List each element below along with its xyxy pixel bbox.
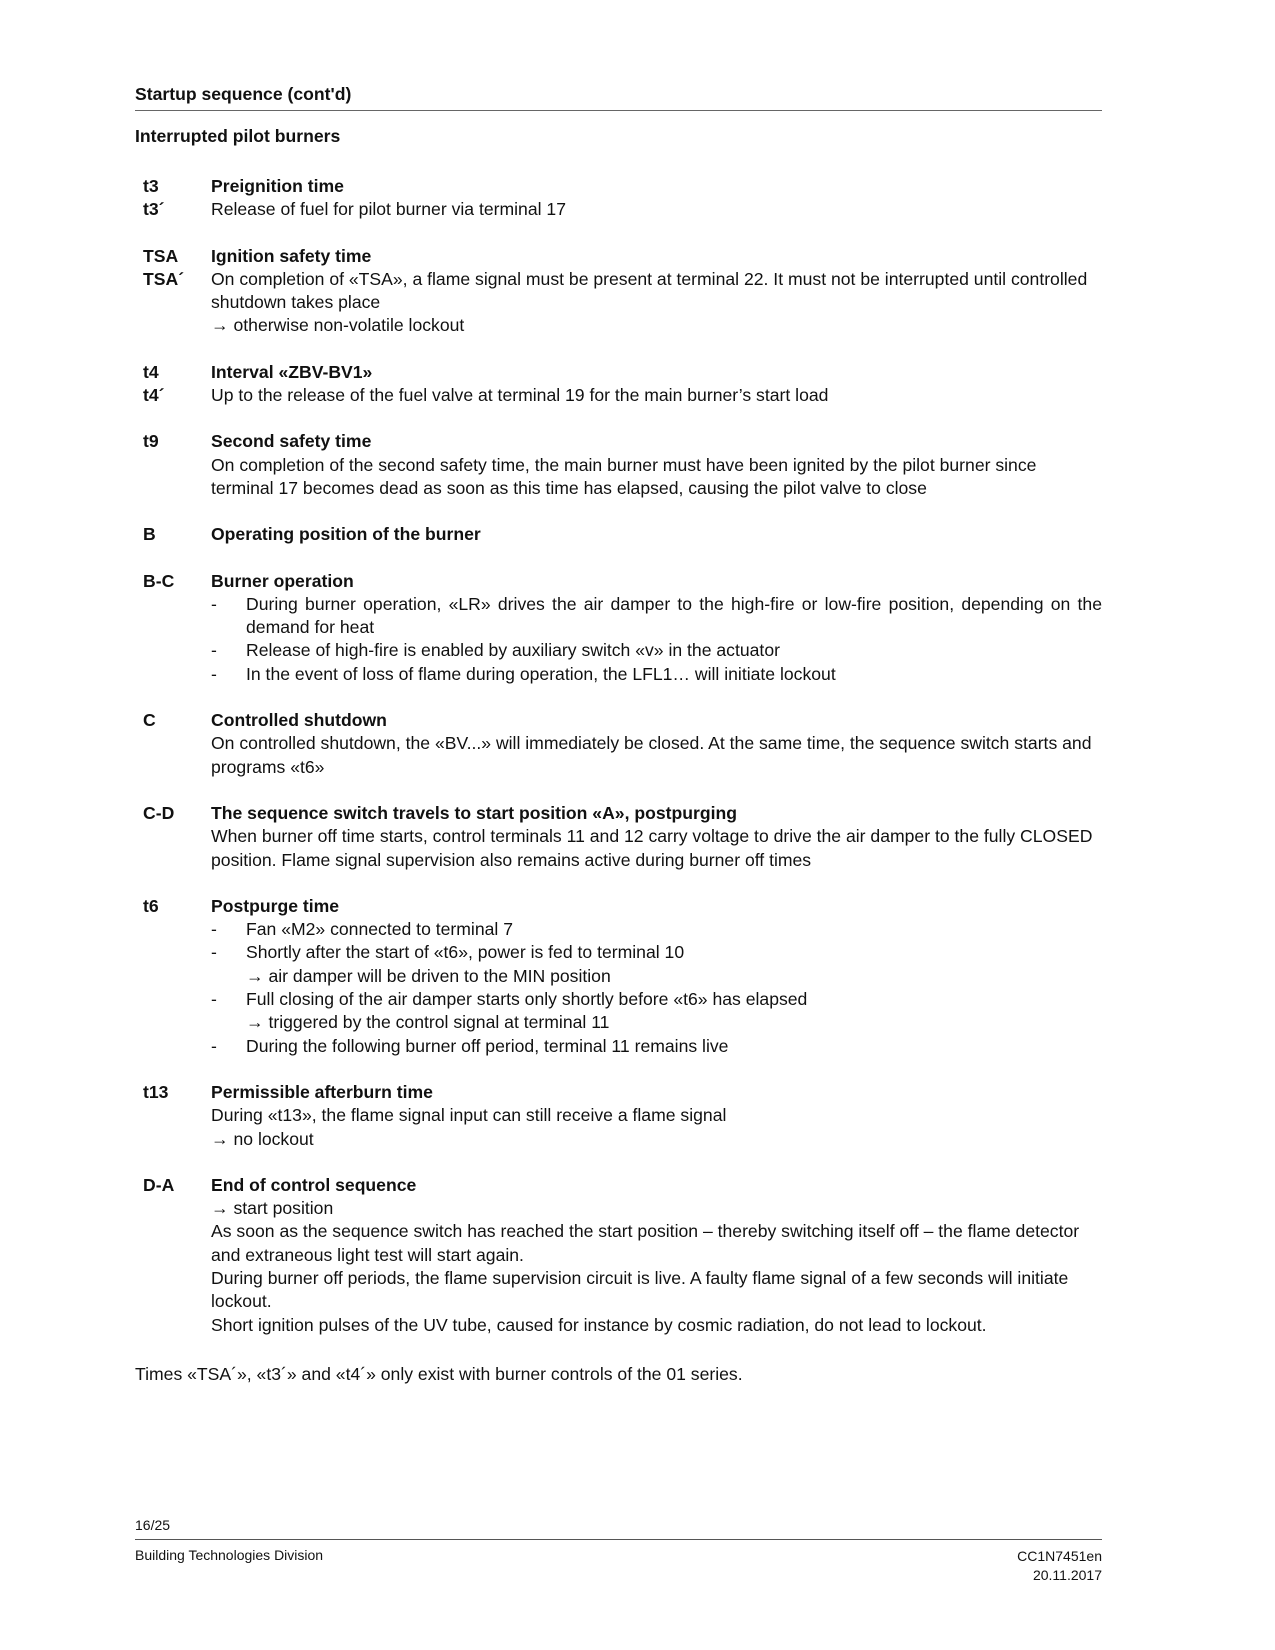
- bullet-dash-icon: -: [211, 1035, 217, 1056]
- entry-label: t9: [143, 431, 159, 452]
- bullet-text: In the event of loss of flame during operation, the LFL1… will initiate lockout: [246, 663, 836, 684]
- entry-body: [211, 523, 1102, 546]
- entry-labels: [135, 1174, 211, 1337]
- entry-labels: [135, 895, 211, 1058]
- entry-text: On controlled shutdown, the «BV...» will immediately be closed. At the same time, the sequence switch starts and programs «t6»: [211, 733, 1092, 777]
- entry-label: t4: [143, 361, 159, 382]
- entry-label: t4´: [143, 385, 165, 406]
- entry-body: [211, 709, 1102, 779]
- bullet-dash-icon: -: [211, 640, 217, 661]
- header-divider: [135, 110, 1102, 111]
- footer-doc-info: [1017, 1547, 1102, 1585]
- entry-text: Release of fuel for pilot burner via terminal 17: [211, 199, 566, 220]
- entry-text: Up to the release of the fuel valve at terminal 19 for the main burner’s start load: [211, 385, 829, 406]
- entry-title: Operating position of the burner: [211, 524, 481, 545]
- entry-labels: [135, 245, 211, 338]
- definition-entry: [135, 361, 1102, 408]
- definition-entry: [135, 1081, 1102, 1151]
- entry-text: During burner off periods, the flame supervision circuit is live. A faulty flame signal of a few seconds will initiate lockout.: [211, 1267, 1069, 1312]
- bullet-dash-icon: -: [211, 663, 217, 684]
- definition-entry: [135, 802, 1102, 872]
- section-title: Interrupted pilot burners: [135, 126, 341, 146]
- entry-title: Permissible afterburn time: [211, 1081, 433, 1102]
- entry-body: [211, 802, 1102, 872]
- entry-label: t3´: [143, 199, 165, 220]
- footer-division: Building Technologies Division: [135, 1547, 324, 1563]
- entry-text: → no lockout: [211, 1128, 314, 1149]
- entry-body: [211, 430, 1102, 500]
- bullet-text: Fan «M2» connected to terminal 7: [246, 919, 513, 940]
- entry-label: t13: [143, 1081, 169, 1102]
- bullet-item: [211, 941, 1102, 964]
- entry-title: Interval «ZBV-BV1»: [211, 361, 373, 382]
- bullet-text: During the following burner off period, terminal 11 remains live: [246, 1035, 729, 1056]
- bullet-subtext: → triggered by the control signal at terminal 11: [246, 1012, 610, 1033]
- entry-labels: [135, 175, 211, 222]
- entry-text: On completion of the second safety time, the main burner must have been ignited by the pilot burner since terminal 17 becomes dead as soon as this time has elapsed, causing the pilot valve to close: [211, 454, 1037, 498]
- bullet-subtext: → air damper will be driven to the MIN position: [246, 965, 611, 986]
- definition-entry: [135, 709, 1102, 779]
- entry-body: [211, 1174, 1102, 1337]
- definition-list: [135, 175, 1102, 1360]
- page-number: 16/25: [135, 1517, 171, 1533]
- entry-title: Ignition safety time: [211, 245, 372, 266]
- entry-label: C: [143, 710, 156, 731]
- entry-label: t6: [143, 895, 159, 916]
- entry-labels: [135, 430, 211, 500]
- entry-body: [211, 361, 1102, 408]
- entry-label: B: [143, 524, 156, 545]
- entry-labels: [135, 523, 211, 546]
- entry-title: Postpurge time: [211, 895, 340, 916]
- footer-divider: [135, 1539, 1102, 1540]
- bullet-dash-icon: -: [211, 989, 217, 1010]
- entry-text: Short ignition pulses of the UV tube, caused for instance by cosmic radiation, do not lead to lockout.: [211, 1314, 987, 1335]
- definition-entry: [135, 1174, 1102, 1337]
- entry-title: Preignition time: [211, 176, 344, 196]
- bullet-dash-icon: -: [211, 593, 217, 614]
- entry-labels: [135, 1081, 211, 1151]
- bullet-item: [211, 593, 1102, 640]
- bullet-text: Full closing of the air damper starts only shortly before «t6» has elapsed: [246, 989, 808, 1010]
- bullet-item: [211, 988, 1102, 1011]
- entry-text: As soon as the sequence switch has reached the start position – thereby switching itself off – the flame detector and extraneous light test will start again.: [211, 1221, 1080, 1265]
- entry-text: When burner off time starts, control terminals 11 and 12 carry voltage to drive the air damper to the fully CLOSED position. Flame signal supervision also remains active during burner off times: [211, 826, 1093, 870]
- entry-title: Burner operation: [211, 570, 354, 591]
- page-header-title: Startup sequence (cont'd): [135, 84, 352, 104]
- definition-entry: [135, 245, 1102, 338]
- entry-title: Second safety time: [211, 431, 372, 452]
- entry-text: During «t13», the flame signal input can still receive a flame signal: [211, 1105, 727, 1126]
- entry-title: The sequence switch travels to start position «A», postpurging: [211, 802, 737, 823]
- bullet-item: [211, 663, 1102, 686]
- entry-label: t3: [143, 176, 159, 196]
- entry-body: [211, 1081, 1102, 1151]
- entry-labels: [135, 709, 211, 779]
- entry-label: C-D: [143, 802, 175, 823]
- definition-entry: [135, 570, 1102, 686]
- bullet-dash-icon: -: [211, 919, 217, 940]
- bullet-item: [211, 639, 1102, 662]
- entry-labels: [135, 802, 211, 872]
- footer-doc-id: CC1N7451en: [1017, 1548, 1102, 1564]
- entry-label: D-A: [143, 1174, 175, 1195]
- definition-entry: [135, 895, 1102, 1058]
- bullet-item: [211, 918, 1102, 941]
- entry-text: → start position: [211, 1198, 334, 1219]
- definition-entry: [135, 523, 1102, 546]
- bullet-dash-icon: -: [211, 942, 217, 963]
- entry-title: End of control sequence: [211, 1174, 417, 1195]
- entry-text: On completion of «TSA», a flame signal must be present at terminal 22. It must not be interrupted until controlled shutdown takes place: [211, 268, 1088, 313]
- entry-labels: [135, 570, 211, 686]
- entry-text: → otherwise non-volatile lockout: [211, 315, 465, 336]
- entry-body: [211, 570, 1102, 686]
- entry-label: TSA: [143, 245, 179, 266]
- bullet-text: Shortly after the start of «t6», power is fed to terminal 10: [246, 942, 685, 963]
- entry-body: [211, 895, 1102, 1058]
- entry-body: [211, 175, 1102, 222]
- entry-body: [211, 245, 1102, 338]
- series-note: Times «TSA´», «t3´» and «t4´» only exist with burner controls of the 01 series.: [135, 1364, 743, 1384]
- entry-label: B-C: [143, 570, 175, 591]
- footer-date: 20.11.2017: [1032, 1567, 1102, 1583]
- bullet-text: Release of high-fire is enabled by auxiliary switch «v» in the actuator: [246, 640, 780, 661]
- entry-label: TSA´: [143, 268, 185, 289]
- definition-entry: [135, 430, 1102, 500]
- bullet-text: During burner operation, «LR» drives the air damper to the high-fire or low-fire position, depending on the demand for heat: [246, 593, 1102, 638]
- bullet-item: [211, 1035, 1102, 1058]
- entry-title: Controlled shutdown: [211, 710, 387, 731]
- definition-entry: [135, 175, 1102, 222]
- entry-labels: [135, 361, 211, 408]
